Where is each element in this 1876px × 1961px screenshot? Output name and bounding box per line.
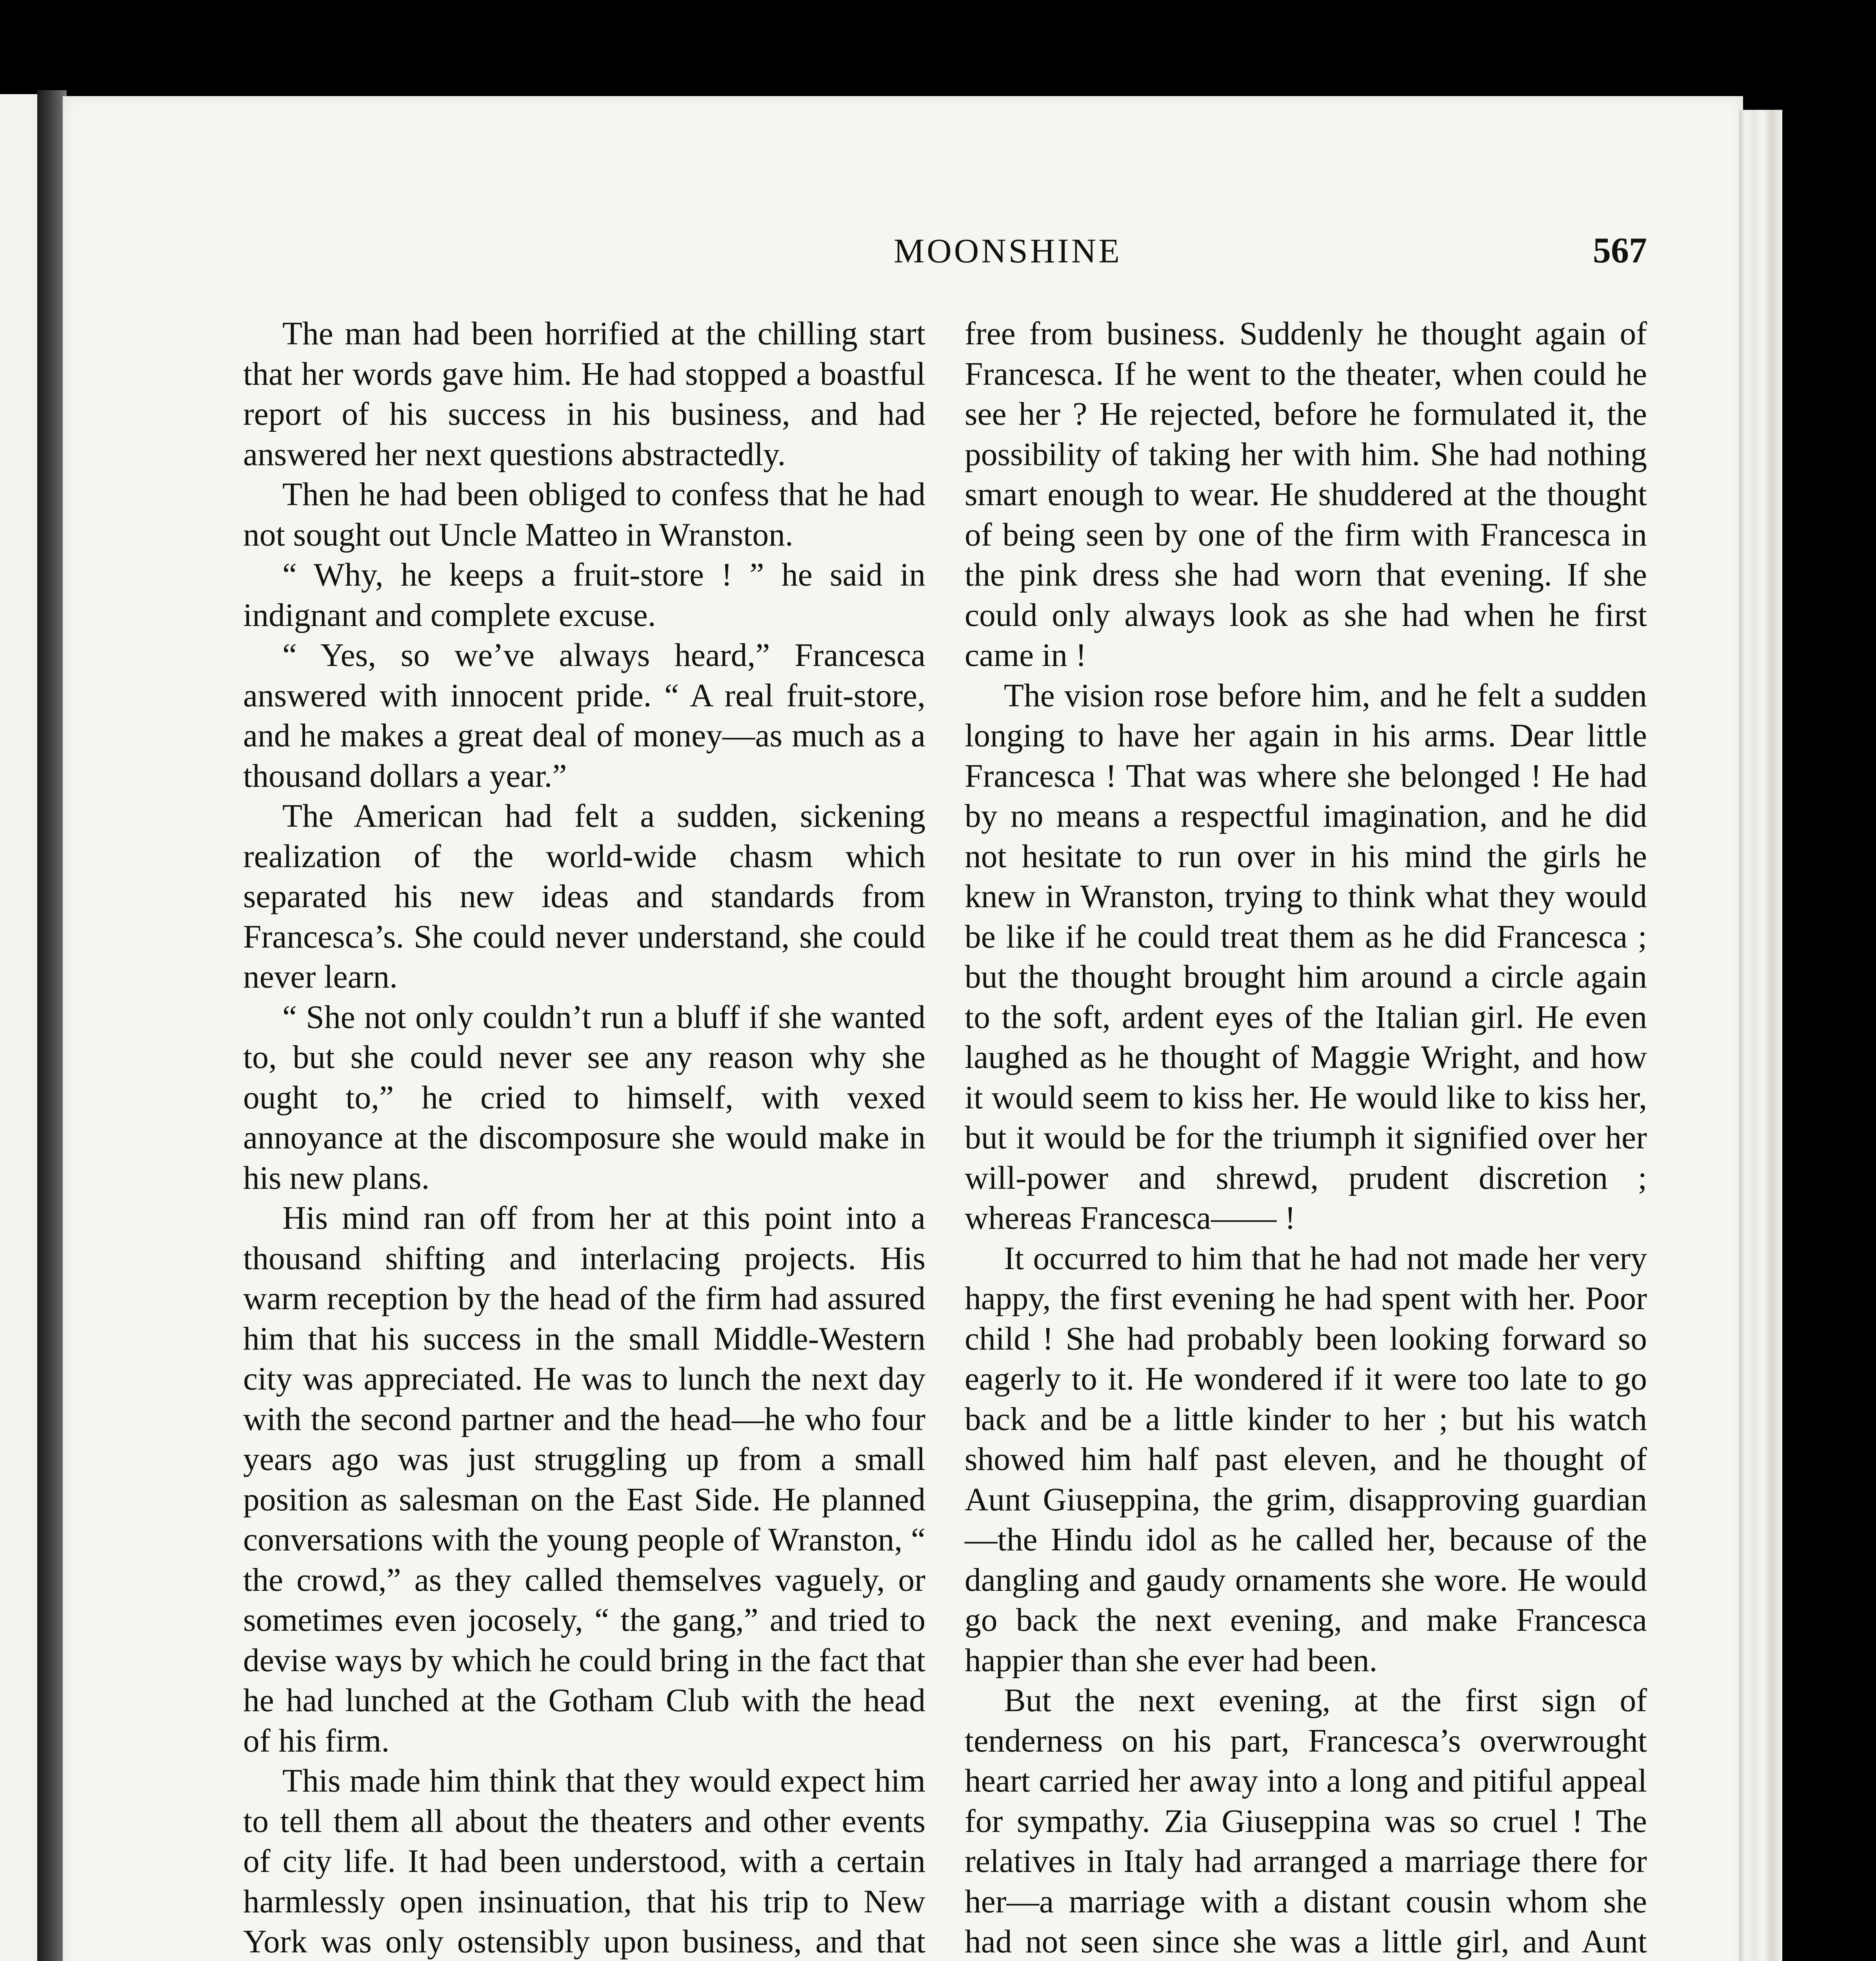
paragraph: This made him think that they would expect him to tell them all about the theaters and other events of city life. It had been understood, with a certain harmlessly open insinuation, that his trip to New York was only ostensibly upon business, and that — [243, 1763, 925, 1960]
paragraph: Then he had been obliged to confess that he had not sought out Uncle Matteo in Wranston. — [243, 477, 925, 553]
paragraph: “ Why, he keeps a fruit-store ! ” he said in indignant and complete excuse. — [243, 557, 925, 633]
facing-page-edge — [0, 94, 37, 1961]
continued-paragraph: free from business. Suddenly he thought again of Francesca. If he went to the theater, when could he see her ? He rejected, before he formulated it, the possibility of taking her with him. She had nothing smart enough to wear. He shuddered at the thought of being seen by one of the firm with Francesca in the pink dress she had worn that evening. If she could only always look as she had when he first came in ! — [965, 316, 1647, 673]
running-head: MOONSHINE — [894, 232, 1122, 270]
text-column-right — [965, 314, 1647, 1961]
page-stack-edge — [1739, 110, 1782, 1961]
paragraph: It occurred to him that he had not made her very happy, the first evening he had spent with her. Poor child ! She had probably been looking forward so eagerly to it. He wondered if it were too late to go back and be a little kinder to her ; but his watch showed him half past eleven, and he thought of Aunt Giuseppina, the grim, disapproving guardian—the Hindu idol as he called her, because of the dangling and gaudy ornaments she wore. He would go back the next evening, and make Francesca happier than she ever had been. — [965, 1240, 1647, 1679]
binding-gutter-shadow — [37, 90, 67, 1961]
paragraph: “ Yes, so we’ve always heard,” Francesca answered with innocent pride. “ A real fruit-store, and he makes a great deal of money—as much as a thousand dollars a year.” — [243, 637, 925, 794]
paragraph: “ She not only couldn’t run a bluff if she wanted to, but she could never see any reason why she ought to,” he cried to himself, with vexed annoyance at the discomposure she would make in his new plans. — [243, 999, 925, 1196]
paragraph: The man had been horrified at the chilling start that her words gave him. He had stopped a boastful report of his success in his business, and had answered her next questions abstractedly. — [243, 316, 925, 473]
paragraph: But the next evening, at the first sign of tenderness on his part, Francesca’s overwrought heart carried her away into a long and pitiful appeal for sympathy. Zia Giuseppina was so cruel ! The relatives in Italy had arranged a marriage there for her—a marriage with a distant cousin whom she had not seen since she was a little girl, and Aunt — [965, 1683, 1647, 1960]
page-number: 567 — [1593, 230, 1647, 270]
paragraph: His mind ran off from her at this point into a thousand shifting and interlacing projects. His warm reception by the head of the firm had assured him that his success in the small Middle-Western city was appreciated. He was to lunch the next day with the second partner and the head—he who four years ago was just struggling up from a small position as salesman on the East Side. He planned conversations with the young people of Wranston, “ the crowd,” as they called themselves vaguely, or sometimes even jocosely, “ the gang,” and tried to devise ways by which he could bring in the fact that he had lunched at the Gotham Club with the head of his firm. — [243, 1200, 925, 1759]
paragraph: The American had felt a sudden, sickening realization of the world-wide chasm which separated his new ideas and standards from Francesca’s. She could never understand, she could never learn. — [243, 798, 925, 995]
paragraph: The vision rose before him, and he felt a sudden longing to have her again in his arms. Dear little Francesca ! That was where she belonged ! He had by no means a respectful imagination, and he did not hesitate to run over in his mind the girls he knew in Wranston, trying to think what they would be like if he could treat them as he did Francesca ; but the thought brought him around a circle again to the soft, ardent eyes of the Italian girl. He even laughed as he thought of Maggie Wright, and how it would seem to kiss her. He would like to kiss her, but it would be for the triumph it signified over her will-power and shrewd, prudent discretion ; whereas Francesca—— ! — [965, 677, 1647, 1236]
text-column-left — [243, 314, 925, 1961]
